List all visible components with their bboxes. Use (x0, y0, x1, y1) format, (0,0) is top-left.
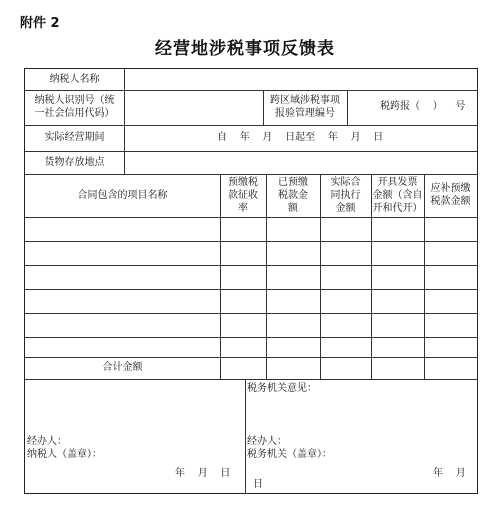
taxpayer-id-label-line1: 纳税人识别号（统 (34, 95, 115, 106)
row-divider (25, 313, 477, 314)
tax-authority-seal-label: 税务机关（盖章）： (247, 449, 332, 460)
taxpayer-name-label: 纳税人名称 (49, 74, 100, 85)
tax-authority-opinion-label: 税务机关意见： (247, 383, 317, 394)
col-header-prepay-rate: 预缴税 (228, 177, 258, 188)
row-divider (25, 357, 477, 358)
cross-region-label-line1: 跨区域涉税事项 (270, 95, 340, 106)
row-divider (25, 289, 477, 290)
tax-report-number: 税跨报（ ） 号 (380, 101, 466, 112)
cross-region-label-line2: 报验管理编号 (275, 108, 335, 119)
col-divider (347, 90, 348, 125)
col-header-prepaid-amount: 已预缴 (278, 177, 308, 188)
col-header-supplement-amount: 应补预缴 (430, 183, 471, 194)
col-header-invoice-amount: 金额（含自 (372, 190, 423, 201)
taxpayer-date: 年 月 日 (175, 468, 231, 479)
row-divider (25, 379, 477, 380)
taxpayer-seal-label: 纳税人（盖章）： (27, 449, 102, 460)
row-divider (25, 174, 477, 175)
attachment-label: 附件 2 (20, 16, 60, 31)
operating-period-label: 实际经营期间 (44, 132, 105, 143)
operating-period-value: 自 年 月 日起至 年 月 日 (217, 132, 384, 143)
col-header-invoice-amount: 开和代开） (372, 203, 423, 214)
form-title: 经营地涉税事项反馈表 (155, 39, 335, 59)
col-header-invoice-amount: 开具发票 (377, 177, 418, 188)
row-divider (25, 151, 477, 152)
col-header-contract-amount: 同执行 (330, 190, 361, 201)
row-divider (25, 265, 477, 266)
row-divider (25, 90, 477, 91)
col-header-contract-amount: 金额 (335, 203, 356, 214)
taxpayer-handler-label: 经办人： (27, 436, 67, 447)
col-header-prepaid-amount: 额 (288, 203, 298, 214)
row-divider (25, 337, 477, 338)
row-divider (25, 217, 477, 218)
feedback-form (24, 68, 478, 494)
tax-authority-date: 年 月 (433, 468, 466, 479)
row-divider (25, 125, 477, 126)
col-divider (245, 379, 246, 494)
col-header-project-name: 合同包含的项目名称 (77, 190, 168, 201)
tax-authority-date-day: 日 (253, 479, 263, 490)
col-header-prepay-rate: 率 (238, 203, 248, 214)
col-header-prepaid-amount: 税款金 (278, 190, 308, 201)
col-header-prepay-rate: 款征收 (228, 190, 258, 201)
col-header-supplement-amount: 税款金额 (430, 196, 471, 207)
total-amount-label: 合计金额 (102, 362, 143, 373)
storage-location-label: 货物存放地点 (44, 157, 105, 168)
taxpayer-id-label-line2: 一社会信用代码） (34, 108, 115, 119)
col-header-contract-amount: 实际合 (330, 177, 361, 188)
col-divider (124, 69, 125, 174)
row-divider (25, 241, 477, 242)
tax-authority-handler-label: 经办人： (247, 436, 287, 447)
